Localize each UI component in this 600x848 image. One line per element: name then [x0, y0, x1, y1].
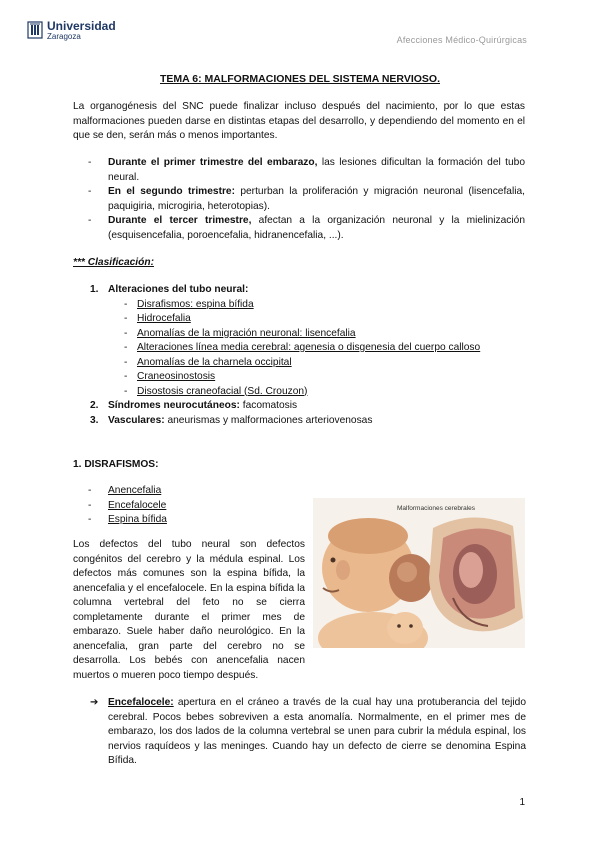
- section-heading: 1. DISRAFISMOS:: [73, 459, 159, 470]
- encefalocele-paragraph: ➔ Encefalocele: apertura en el cráneo a través de la cual hay una protuberancia del tejido cerebral. Pocos bebes sobreviven a esta anomalía. Normalmente, en el primer mes de embarazo, los dos lados de la columna vertebral se unen para cubrir la médula espinal, los nervios raquídeos y las meninges. Cuando hay un defecto de cierre se denomina Espina Bífida.: [90, 697, 526, 766]
- figure-label: Malformaciones cerebrales: [397, 505, 476, 512]
- list-item: 1. Alteraciones del tubo neural: - Disrafismos: espina bífida - Hidrocefalia - Anomalías de la migración neuronal: lisencefalia - Alteraciones línea media cerebral: agenesia o disgenesia del cuerpo calloso - Anomalías de la charnela occipital - Craneosinostosis - Disostosis craneofacial (Sd. Crouzon): [90, 283, 510, 399]
- classification-heading: *** Clasificación:: [73, 257, 154, 268]
- list-item: - Anencefalia: [88, 485, 162, 496]
- defects-paragraph: Los defectos del tubo neural son defectos congénitos del cerebro y la médula espinal. Los defectos más comunes son la espina bífida, la anencefalia y el encefalocele. En la espina bífida la columna vertebral del feto no se cierra completamente durante el primer mes de embarazo. Suele haber daño neurológico. En la anencefalia, gran parte del cerebro no se desarrolla. Los bebés con anencefalia nacen muertos o mueren poco tiempo después.: [73, 539, 305, 681]
- arrow-icon: ➔: [90, 697, 99, 708]
- subject-header: Afecciones Médico-Quirúrgicas: [396, 35, 527, 45]
- classification-list: [90, 283, 510, 428]
- university-logo: [27, 20, 116, 41]
- logo-line-2: Zaragoza: [47, 32, 81, 41]
- sublist-item: - Anomalías de la charnela occipital: [124, 356, 292, 368]
- list-item: - Encefalocele: [88, 499, 167, 511]
- list-item: - Durante el tercer trimestre, afectan a la organización neuronal y la mielinización (esquisencefalia, poroencefalia, hidranencefalia, ...).: [88, 215, 525, 241]
- disrafismos-list: [88, 484, 167, 528]
- list-item: - En el segundo trimestre: perturban la proliferación y migración neuronal (lisencefalia, paquigiria, microgiria, heterotopias).: [88, 186, 525, 212]
- page-title: TEMA 6: MALFORMACIONES DEL SISTEMA NERVIOSO.: [159, 73, 441, 85]
- trimester-list: [88, 156, 525, 243]
- university-crest-icon: [27, 20, 43, 40]
- encephalocele-illustration: [313, 498, 525, 648]
- sublist-item: - Anomalías de la migración neuronal: lisencefalia: [124, 327, 356, 339]
- sublist-item: - Alteraciones línea media cerebral: agenesia o disgenesia del cuerpo calloso: [124, 342, 481, 353]
- list-item: 2. Síndromes neurocutáneos: facomatosis: [90, 400, 298, 411]
- list-item: - Espina bífida: [88, 514, 167, 525]
- encefalocele-term: Encefalocele:: [108, 697, 174, 708]
- intro-paragraph: La organogénesis del SNC puede finalizar incluso después del nacimiento, por lo que estas malformaciones pueden darse en distintas etapas del desarrollo, y dependiendo del momento en el que se den, serán más o menos importantes.: [73, 101, 525, 141]
- medical-illustration: [313, 498, 525, 648]
- logo-line-1: Universidad: [47, 19, 116, 33]
- sublist-item: - Hidrocefalia: [124, 313, 191, 324]
- sublist-item: - Disostosis craneofacial (Sd. Crouzon): [124, 385, 308, 397]
- list-item: 3. Vasculares: aneurismas y malformaciones arteriovenosas: [90, 414, 373, 426]
- page-number: 1: [519, 797, 525, 808]
- sublist-item: - Disrafismos: espina bífida: [124, 298, 254, 310]
- sublist: [108, 298, 510, 400]
- list-item: - Durante el primer trimestre del embarazo, las lesiones dificultan la formación del tubo neural.: [88, 157, 525, 183]
- sublist-item: - Craneosinostosis: [124, 371, 216, 382]
